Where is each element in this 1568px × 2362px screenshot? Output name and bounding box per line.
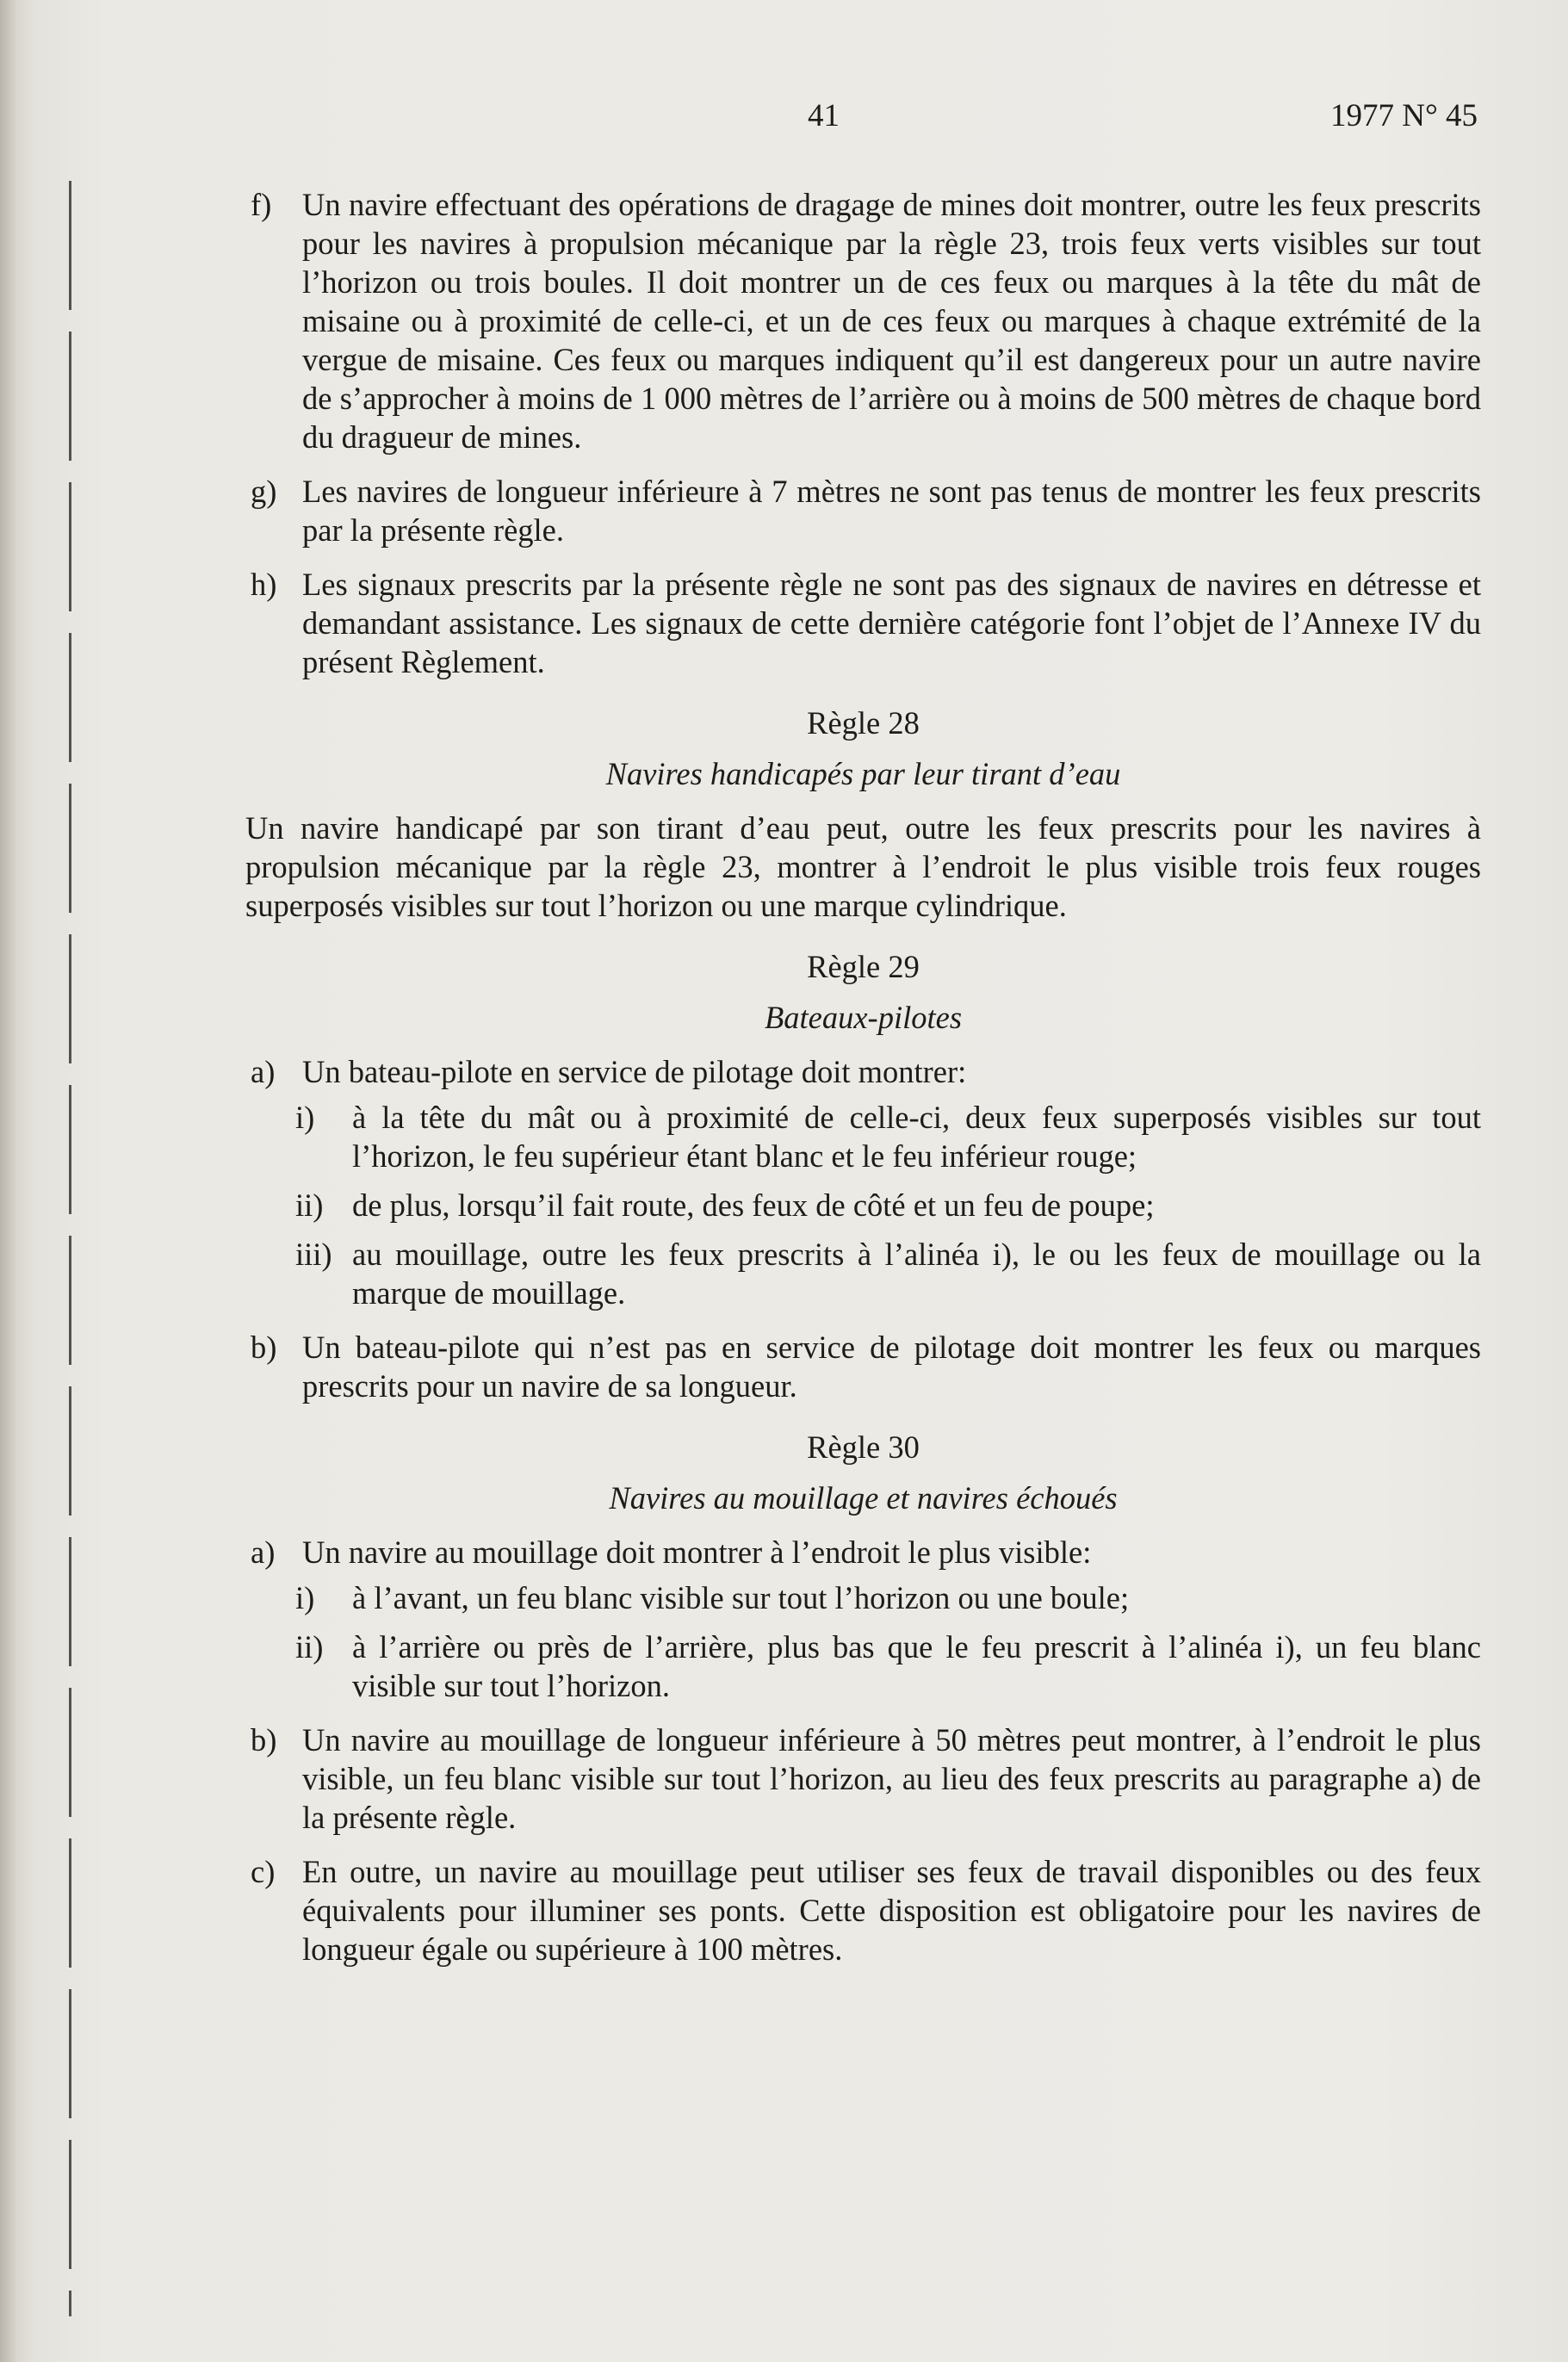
paragraph-label: h) [251, 567, 277, 602]
paragraph-label: a) [251, 1534, 276, 1570]
paragraph-g [245, 472, 1481, 549]
rule-30-subtitle: Navires au mouillage et navires échoués [609, 1480, 1118, 1516]
paragraph-label: b) [251, 1722, 277, 1758]
paragraph-label: b) [251, 1330, 277, 1365]
page-number: 41 [808, 98, 840, 133]
page-header [0, 90, 1568, 142]
rule-28-subtitle: Navires handicapés par leur tirant d’eau [605, 756, 1121, 791]
paragraph-label: f) [251, 187, 272, 222]
item-label: ii) [295, 1187, 324, 1223]
item-label: i) [295, 1100, 315, 1135]
rule-28-title: Règle 28 [807, 705, 920, 741]
rule-30-paragraph-c [245, 1852, 1481, 1968]
item-text: à l’avant, un feu blanc visible sur tout l’horizon ou une boule; [352, 1580, 1130, 1615]
paragraph-label: a) [251, 1054, 276, 1089]
rule-30-title: Règle 30 [807, 1429, 920, 1465]
margin-rule-line [69, 181, 71, 2316]
paragraph-text: Un navire effectuant des opérations de dragage de mines doit montrer, outre les feux prescrits pour les navires à propulsion mécanique par la règle 23, trois feux verts visibles sur tout l’horizon ou trois boules. Il doit montrer un de ces feux ou marques à la tête du mât de misaine ou à proximité de celle-ci, et un de ces feux ou marques à chaque extrémité de la vergue de misaine. Ces feux ou marques indiquent qu’il est dangereux pour un autre navire de s’approcher à moins de 1 000 mètres de l’arrière ou à moins de 500 mètres de chaque bord du dragueur de mines. [302, 187, 1481, 455]
paragraph-text: Les signaux prescrits par la présente règle ne sont pas des signaux de navires en détresse et demandant assistance. Les signaux de cette dernière catégorie font l’objet de l’Annexe IV du présent Règlement. [302, 567, 1481, 679]
item-text: de plus, lorsqu’il fait route, des feux de côté et un feu de poupe; [352, 1187, 1155, 1223]
item-text: au mouillage, outre les feux prescrits à l’alinéa i), le ou les feux de mouillage ou la marque de mouillage. [352, 1237, 1481, 1311]
paragraph-label: c) [251, 1854, 276, 1889]
rule-29-item-iii [245, 1235, 1481, 1312]
rule-28-text: Un navire handicapé par son tirant d’eau peut, outre les feux prescrits pour les navires à propulsion mécanique par la règle 23, montrer à l’endroit le plus visible trois feux rouges superposés visibles sur tout l’horizon ou une marque cylindrique. [245, 810, 1481, 923]
year-number: 1977 N° 45 [1329, 98, 1478, 133]
rule-29-item-i [245, 1098, 1481, 1175]
rule-29-paragraph-a [245, 1052, 1481, 1091]
item-label: i) [295, 1580, 315, 1615]
rule-30-paragraph-a [245, 1533, 1481, 1572]
paragraph-text: Les navires de longueur inférieure à 7 mètres ne sont pas tenus de montrer les feux prescrits par la présente règle. [302, 474, 1481, 548]
rule-29-item-ii [245, 1186, 1481, 1224]
rule-29-paragraph-b [245, 1328, 1481, 1405]
paragraph-text: Un navire au mouillage doit montrer à l’endroit le plus visible: [302, 1534, 1092, 1570]
book-binding-edge [0, 0, 15, 2362]
page-body [245, 185, 1481, 1984]
paragraph-text: Un bateau-pilote en service de pilotage doit montrer: [302, 1054, 967, 1089]
paragraph-text: Un navire au mouillage de longueur inférieure à 50 mètres peut montrer, à l’endroit le plus visible, un feu blanc visible sur tout l’horizon, au lieu des feux prescrits au paragraphe a) de la présente règle. [302, 1722, 1481, 1835]
paragraph-h [245, 565, 1481, 681]
rule-29-title: Règle 29 [807, 949, 920, 984]
rule-30-paragraph-b [245, 1720, 1481, 1837]
paragraph-f [245, 185, 1481, 456]
rule-30-item-i [245, 1578, 1481, 1617]
item-text: à l’arrière ou près de l’arrière, plus bas que le feu prescrit à l’alinéa i), un feu blanc visible sur tout l’horizon. [352, 1629, 1481, 1703]
rule-30-item-ii [245, 1627, 1481, 1705]
rule-29-subtitle: Bateaux-pilotes [764, 1000, 963, 1035]
item-label: ii) [295, 1629, 324, 1665]
paragraph-text: En outre, un navire au mouillage peut utiliser ses feux de travail disponibles ou des feux équivalents pour illuminer ses ponts. Cette disposition est obligatoire pour les navires de longueur égale ou supérieure à 100 mètres. [302, 1854, 1481, 1967]
item-label: iii) [295, 1237, 332, 1272]
paragraph-label: g) [251, 474, 277, 509]
paragraph-text: Un bateau-pilote qui n’est pas en service de pilotage doit montrer les feux ou marques prescrits pour un navire de sa longueur. [302, 1330, 1481, 1404]
item-text: à la tête du mât ou à proximité de celle-ci, deux feux superposés visibles sur tout l’horizon, le feu supérieur étant blanc et le feu inférieur rouge; [352, 1100, 1481, 1174]
